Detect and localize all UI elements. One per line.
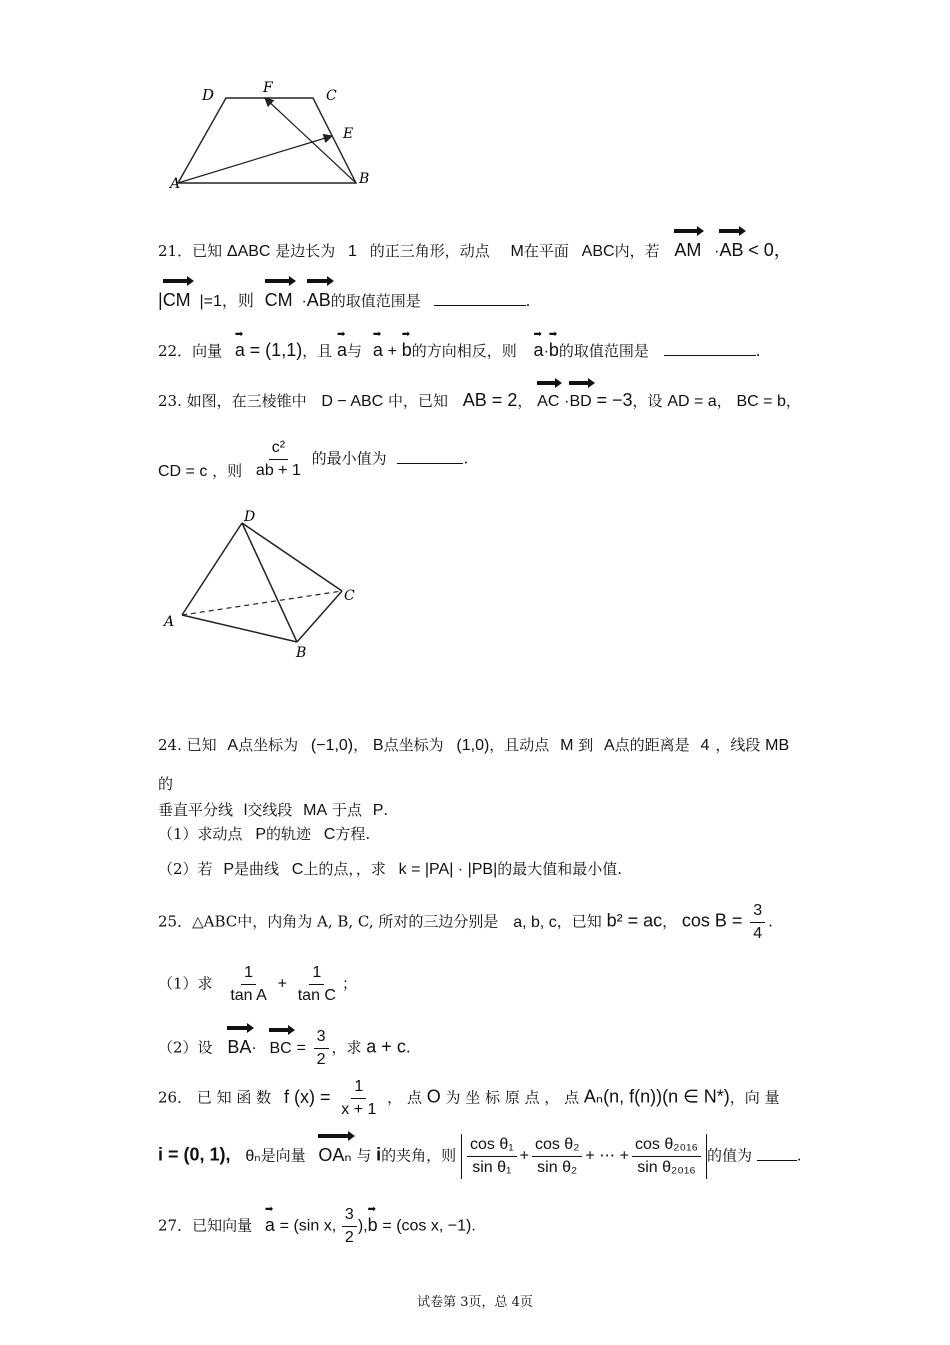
q25-part2: （2）设 BA· BC = $\frac{3}{2}$ ，求 a + c. <box>158 1026 800 1071</box>
label-B: B <box>359 171 370 187</box>
answer-blank[interactable] <box>664 341 756 356</box>
fraction: $\frac{\text{c²}}{ab + 1}$ <box>255 439 301 479</box>
vector-AC: AC <box>537 390 559 414</box>
q26-line1: 26． 已 知 函 数 f (x) = $\frac{1}{x + 1}$ ， 点 O 为 坐 标 原 点 ， 点 Aₙ(n, f(n))(n ∈ N*)，向 量 <box>158 1076 800 1121</box>
vector-AB-2: AB <box>306 290 331 310</box>
vector-BD: BD <box>569 390 591 414</box>
fraction: $\frac{1}{\text{tan C}}$ <box>297 964 336 1004</box>
answer-blank[interactable] <box>397 449 463 464</box>
q24-line2: 垂直平分线 l交线段 MA 于点 P. <box>158 801 389 819</box>
label-C: C <box>344 588 355 604</box>
label-B: B <box>296 645 307 661</box>
q24-line1b: 的 <box>158 775 174 793</box>
fraction: $\frac{\text{cos θ₂}}{\text{sin θ₂}}$ <box>532 1134 582 1179</box>
q23-line2: CD = c ，则 $\frac{\text{c²}}{ab + 1}$ 的最小值为 . <box>158 437 800 482</box>
answer-blank[interactable] <box>757 1146 797 1161</box>
fraction: $\frac{1}{\text{tan A}}$ <box>230 964 267 1004</box>
label-F: F <box>263 80 273 96</box>
label-A: A <box>164 614 175 630</box>
q23-line1: 23. 如图，在三棱锥中 D − ABC 中，已知 AB = 2， AC ·BD = −3，设 AD = a， BC = b， <box>158 388 800 414</box>
fraction: $\frac{3}{4}$ <box>750 900 765 945</box>
vector-AM: AM <box>674 240 702 260</box>
trapezoid-figure <box>160 78 390 203</box>
label-A: A <box>170 176 181 192</box>
pyramid-figure <box>160 505 370 665</box>
q25-part1: （1）求 $\frac{1}{\text{tan A}}$ + $\frac{1}{\text{tan C}}$ ； <box>158 962 800 1007</box>
q24-line1: 24. 已知 A点坐标为 (−1,0)， B点坐标为 (1,0)，且动点 M 到 A点的距离是 4 ，线段 MB <box>158 736 790 754</box>
q22-line: 22．向量 ➡ a = (1,1)，且 ➡ a与 ➡ a + ➡ b的方向相反，则 ➡ a·➡ b的取值范围是 . <box>158 338 800 364</box>
label-D: D <box>202 86 215 104</box>
q27-line: 27．已知向量 ➡ a = (sin x, $\frac{3}{2}$ ),➡ b = (cos x, −1). <box>158 1204 800 1249</box>
q25-line1: 25．△ABC中，内角为 A, B, C, 所对的三边分别是 a, b, c，已知 b² = ac， cos B = $\frac{3}{4}$ . <box>158 900 800 945</box>
vector-AB: AB <box>719 240 744 260</box>
fraction: $\frac{\text{cos θ₁}}{\text{sin θ₁}}$ <box>467 1134 517 1179</box>
fraction: $\frac{\text{cos θ₂₀₁₆}}{\text{sin θ₂₀₁₆}}$ <box>632 1134 701 1179</box>
q26-line2: i = (0, 1), θₙ是向量 OAₙ 与 i的夹角，则 $\frac{\text{cos θ₁}}{\text{sin θ₁}}$ + $\frac{\text{cos θ₂}}{\text{sin θ₂}}$ + ⋯ + $\frac{\text{cos θ₂₀₁₆}}{\text{sin θ₂₀₁₆}}$ 的值为 . <box>158 1134 800 1179</box>
vector-BC: BC <box>269 1037 291 1061</box>
label-D: D <box>244 509 256 525</box>
fraction: $\frac{3}{2}$ <box>314 1026 329 1071</box>
q24-part2: （2）若 P是曲线 C上的点，，求 k = |PA| · |PB|的最大值和最小值. <box>158 860 623 878</box>
answer-blank[interactable] <box>434 291 526 306</box>
q24-part1: （1）求动点 P的轨迹 C方程. <box>158 825 371 843</box>
vector-CM-2: CM <box>264 290 293 310</box>
fraction: $\frac{1}{x + 1}$ <box>341 1078 377 1118</box>
vector-OAn: OAₙ <box>318 1144 352 1165</box>
label-C: C <box>326 88 337 104</box>
q21-line1: 21．已知 ΔABC 是边长为 1 的正三角形，动点 M在平面 ABC内，若 AM ·AB < 0， <box>158 240 792 260</box>
vector-BA: BA <box>227 1036 252 1057</box>
label-E: E <box>343 126 354 142</box>
vector-CM: CM <box>162 290 191 310</box>
page-footer: 试卷第 3页，总 4页 <box>417 1295 533 1310</box>
q21-line2: |CM |=1，则 CM ·AB的取值范围是 . <box>158 290 531 310</box>
fraction: $\frac{3}{2}$ <box>342 1204 357 1249</box>
